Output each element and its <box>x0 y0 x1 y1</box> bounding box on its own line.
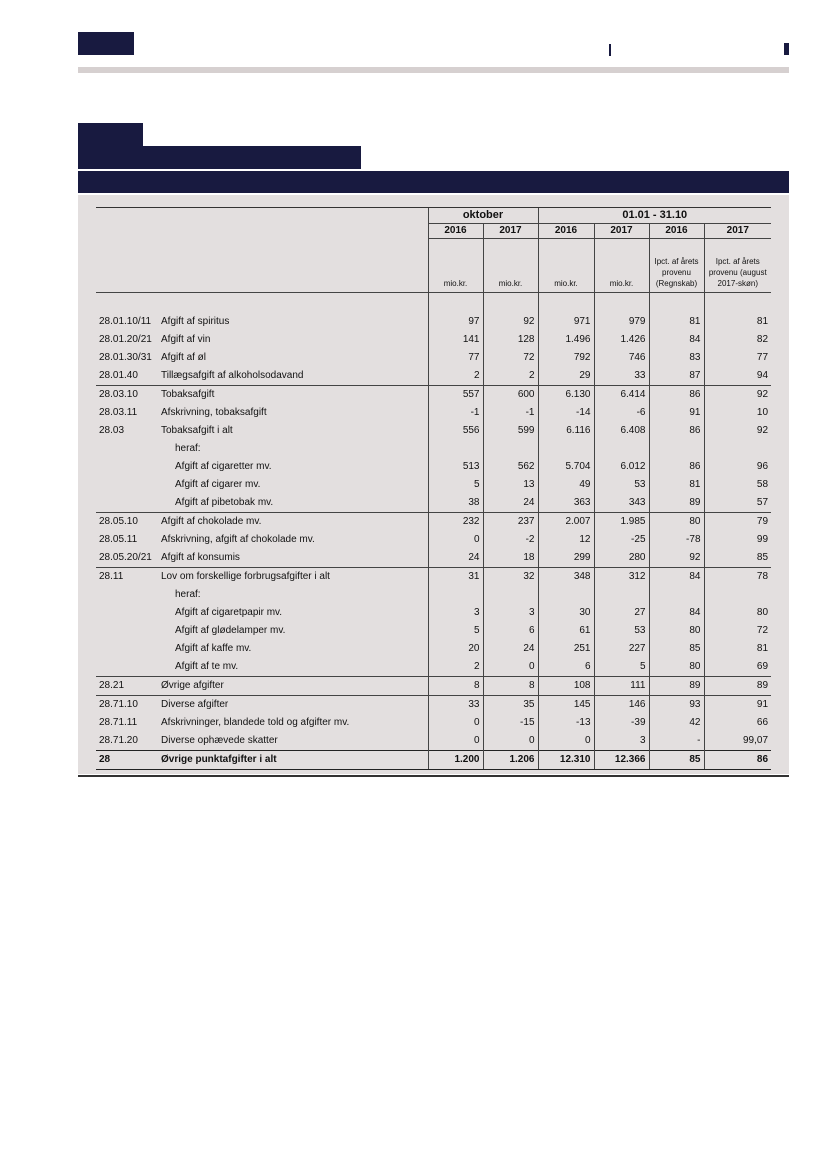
value-cell: 600 <box>483 386 538 405</box>
value-cell: 84 <box>649 568 704 587</box>
value-cell: 6.116 <box>538 422 594 440</box>
value-cell: 77 <box>756 352 769 363</box>
table-row <box>96 568 771 587</box>
header-unit: mio.kr. <box>428 239 483 293</box>
value-cell: 1.985 <box>594 513 649 532</box>
value-cell: 89 <box>649 677 704 696</box>
table-row <box>96 677 771 696</box>
value-cell: 30 <box>538 604 594 622</box>
row-label: Øvrige punktafgifter i alt <box>158 751 428 770</box>
row-label: Afgift af vin <box>161 334 211 345</box>
value-cell: 84 <box>649 604 704 622</box>
account-code: 28.71.10 <box>96 696 158 715</box>
value-cell: 82 <box>756 334 769 345</box>
row-label: Afskrivning, afgift af chokolade mv. <box>161 534 315 545</box>
header-year: 2017 <box>704 224 771 239</box>
table-row <box>96 714 771 732</box>
value-cell: 971 <box>538 313 594 331</box>
value-cell: 562 <box>483 458 538 476</box>
value-cell <box>704 586 771 604</box>
value-cell: 0 <box>538 732 594 751</box>
value-cell: 146 <box>594 696 649 715</box>
table-row <box>96 458 771 476</box>
header-ytd-group: 01.01 - 31.10 <box>538 208 771 224</box>
value-cell: 91 <box>649 404 704 422</box>
table-row <box>96 549 771 568</box>
value-cell: 1.200 <box>428 751 483 770</box>
value-cell: 69 <box>756 661 769 672</box>
account-code <box>96 658 158 677</box>
header-unit: mio.kr. <box>538 239 594 293</box>
header-share-2016: Ipct. af årets provenu (Regnskab) <box>649 239 704 293</box>
value-cell <box>649 440 704 458</box>
value-cell: -15 <box>483 714 538 732</box>
row-label: Afgift af cigaretpapir mv. <box>175 607 283 618</box>
value-cell: 746 <box>594 349 649 367</box>
value-cell: 5 <box>594 658 649 677</box>
value-cell: 251 <box>538 640 594 658</box>
value-cell: 85 <box>756 552 769 563</box>
value-cell: 3 <box>594 732 649 751</box>
row-label: Afgift af glødelamper mv. <box>175 625 286 636</box>
value-cell: 8 <box>483 677 538 696</box>
row-label: Afgift af øl <box>161 352 207 363</box>
value-cell: 237 <box>483 513 538 532</box>
value-cell: 20 <box>428 640 483 658</box>
value-cell: 12.366 <box>594 751 649 770</box>
value-cell: 80 <box>649 513 704 532</box>
value-cell: 6.408 <box>594 422 649 440</box>
value-cell: 1.496 <box>538 331 594 349</box>
table-row <box>96 349 771 367</box>
table-row <box>96 513 771 532</box>
value-cell: 32 <box>483 568 538 587</box>
account-code <box>96 458 158 476</box>
row-label: Lov om forskellige forbrugsafgifter i alt <box>158 568 428 587</box>
value-cell: 49 <box>538 476 594 494</box>
value-cell: 33 <box>594 367 649 386</box>
value-cell: 27 <box>594 604 649 622</box>
value-cell: 87 <box>649 367 704 386</box>
value-cell: 79 <box>704 513 771 532</box>
row-label: Afgift af pibetobak mv. <box>175 497 274 508</box>
table-row <box>96 440 771 458</box>
value-cell: 31 <box>428 568 483 587</box>
value-cell <box>649 586 704 604</box>
value-cell: 1.426 <box>594 331 649 349</box>
value-cell: 89 <box>649 494 704 513</box>
value-cell <box>483 440 538 458</box>
value-cell <box>428 440 483 458</box>
account-code <box>96 604 158 622</box>
row-label: heraf: <box>175 443 201 454</box>
value-cell: -2 <box>483 531 538 549</box>
value-cell: 312 <box>594 568 649 587</box>
row-label: Afgift af cigarer mv. <box>175 479 261 490</box>
account-code: 28.71.11 <box>99 717 138 728</box>
account-code: 28.21 <box>96 677 158 696</box>
table-row <box>96 476 771 494</box>
value-cell: 145 <box>538 696 594 715</box>
value-cell: 2.007 <box>538 513 594 532</box>
value-cell: 86 <box>649 422 704 440</box>
header-marker <box>784 43 789 55</box>
value-cell: 128 <box>483 331 538 349</box>
row-label: Afskrivninger, blandede told og afgifter mv. <box>161 717 350 728</box>
value-cell: 92 <box>649 549 704 568</box>
value-cell: 348 <box>538 568 594 587</box>
table-row <box>96 531 771 549</box>
value-cell <box>704 440 771 458</box>
value-cell: 93 <box>649 696 704 715</box>
value-cell: 0 <box>483 658 538 677</box>
value-cell: 0 <box>428 531 483 549</box>
row-label: Afgift af te mv. <box>175 661 239 672</box>
table-row <box>96 658 771 677</box>
value-cell: 53 <box>594 622 649 640</box>
value-cell: 6.012 <box>594 458 649 476</box>
value-cell: 57 <box>756 497 769 508</box>
row-label: Diverse ophævede skatter <box>161 735 278 746</box>
header-year: 2016 <box>428 224 483 239</box>
header-share-2017: Ipct. af årets provenu (august 2017-skøn) <box>704 239 771 293</box>
value-cell: 96 <box>756 461 769 472</box>
row-label: Tillægsafgift af alkoholsodavand <box>161 370 304 381</box>
value-cell: 232 <box>428 513 483 532</box>
value-cell: 66 <box>756 717 769 728</box>
value-cell: -25 <box>594 531 649 549</box>
value-cell: 280 <box>594 549 649 568</box>
header-year: 2016 <box>649 224 704 239</box>
account-code: 28.01.30/31 <box>99 352 152 363</box>
value-cell: -6 <box>594 404 649 422</box>
value-cell: 85 <box>649 640 704 658</box>
title-block <box>78 146 361 169</box>
value-cell <box>428 586 483 604</box>
value-cell: 86 <box>649 458 704 476</box>
value-cell: 94 <box>756 370 769 381</box>
row-label: Afgift af chokolade mv. <box>158 513 428 532</box>
row-label: Afgift af konsumis <box>161 552 240 563</box>
account-code: 28.05.20/21 <box>99 552 152 563</box>
row-label: Afgift af kaffe mv. <box>175 643 252 654</box>
value-cell: 72 <box>483 349 538 367</box>
account-code: 28.01.40 <box>99 370 138 381</box>
value-cell: 81 <box>756 643 769 654</box>
value-cell: 979 <box>594 313 649 331</box>
value-cell: 6.130 <box>538 386 594 405</box>
value-cell <box>483 586 538 604</box>
value-cell: 0 <box>428 732 483 751</box>
value-cell <box>594 586 649 604</box>
account-code <box>96 586 158 604</box>
value-cell: 86 <box>649 386 704 405</box>
header-month-group: oktober <box>428 208 538 224</box>
value-cell: 85 <box>649 751 704 770</box>
account-code: 28.01.20/21 <box>99 334 152 345</box>
table-row <box>96 586 771 604</box>
value-cell: 12 <box>538 531 594 549</box>
table-row <box>96 640 771 658</box>
value-cell: 557 <box>428 386 483 405</box>
value-cell: 108 <box>538 677 594 696</box>
account-code <box>96 640 158 658</box>
value-cell: 77 <box>428 349 483 367</box>
value-cell: 91 <box>704 696 771 715</box>
value-cell: 227 <box>594 640 649 658</box>
account-code: 28.05.11 <box>99 534 138 545</box>
value-cell: -1 <box>428 404 483 422</box>
row-label: Afgift af cigaretter mv. <box>175 461 272 472</box>
value-cell: 29 <box>538 367 594 386</box>
value-cell: 5 <box>428 622 483 640</box>
value-cell: 81 <box>756 316 769 327</box>
table-row <box>96 331 771 349</box>
header-year: 2017 <box>483 224 538 239</box>
table-row <box>96 386 771 405</box>
value-cell: 6.414 <box>594 386 649 405</box>
account-code: 28.05.10 <box>96 513 158 532</box>
value-cell <box>594 440 649 458</box>
value-cell: 13 <box>483 476 538 494</box>
value-cell <box>538 440 594 458</box>
value-cell: 86 <box>704 751 771 770</box>
account-code: 28.01.10/11 <box>99 316 152 327</box>
header-year: 2016 <box>538 224 594 239</box>
header-unit: mio.kr. <box>483 239 538 293</box>
value-cell: 0 <box>483 732 538 751</box>
value-cell: -1 <box>483 404 538 422</box>
value-cell: 80 <box>649 658 704 677</box>
account-code: 28.11 <box>96 568 158 587</box>
value-cell: 53 <box>594 476 649 494</box>
account-code <box>96 476 158 494</box>
bottom-rule <box>78 775 789 777</box>
total-row <box>96 751 771 770</box>
value-cell: 83 <box>649 349 704 367</box>
header-rule <box>78 67 789 73</box>
value-cell: 58 <box>756 479 769 490</box>
value-cell: 84 <box>649 331 704 349</box>
value-cell: 12.310 <box>538 751 594 770</box>
value-cell: 92 <box>704 386 771 405</box>
value-cell: 92 <box>483 313 538 331</box>
table-row <box>96 367 771 386</box>
table-row <box>96 404 771 422</box>
table-row <box>96 494 771 513</box>
account-code: 28.03.11 <box>99 407 138 418</box>
value-cell: 6 <box>538 658 594 677</box>
row-label: Tobaksafgift <box>158 386 428 405</box>
value-cell: 18 <box>483 549 538 568</box>
account-code: 28 <box>96 751 158 770</box>
account-code <box>96 622 158 640</box>
header-marker <box>609 44 611 56</box>
value-cell: - <box>649 732 704 751</box>
value-cell: 99,07 <box>743 735 769 746</box>
value-cell: 97 <box>428 313 483 331</box>
account-code: 28.03 <box>99 425 125 436</box>
account-code: 28.71.20 <box>99 735 138 746</box>
value-cell: 5 <box>428 476 483 494</box>
value-cell: 10 <box>756 407 769 418</box>
row-label: Diverse afgifter <box>158 696 428 715</box>
row-label: heraf: <box>175 589 201 600</box>
value-cell: -14 <box>538 404 594 422</box>
value-cell: 38 <box>428 494 483 513</box>
table-row <box>96 422 771 440</box>
table-row <box>96 313 771 331</box>
value-cell: 8 <box>428 677 483 696</box>
value-cell: 3 <box>483 604 538 622</box>
value-cell: 35 <box>483 696 538 715</box>
row-label: Afskrivning, tobaksafgift <box>161 407 267 418</box>
value-cell: 363 <box>538 494 594 513</box>
account-code <box>96 440 158 458</box>
value-cell: 72 <box>756 625 769 636</box>
account-code: 28.03.10 <box>96 386 158 405</box>
row-label: Tobaksafgift i alt <box>161 425 233 436</box>
value-cell: 24 <box>483 640 538 658</box>
value-cell: 78 <box>704 568 771 587</box>
value-cell: 81 <box>649 313 704 331</box>
value-cell: 792 <box>538 349 594 367</box>
value-cell: 343 <box>594 494 649 513</box>
value-cell: 141 <box>428 331 483 349</box>
value-cell: -13 <box>538 714 594 732</box>
value-cell: 92 <box>756 425 769 436</box>
value-cell: 61 <box>538 622 594 640</box>
value-cell: 81 <box>649 476 704 494</box>
header-logo-block <box>78 32 134 55</box>
value-cell: 80 <box>649 622 704 640</box>
value-cell: -78 <box>649 531 704 549</box>
value-cell: 99 <box>756 534 769 545</box>
table-row <box>96 604 771 622</box>
value-cell: 42 <box>649 714 704 732</box>
value-cell: 80 <box>756 607 769 618</box>
account-code <box>96 494 158 513</box>
value-cell: 24 <box>428 549 483 568</box>
excise-table <box>96 207 771 770</box>
value-cell <box>538 586 594 604</box>
value-cell: 556 <box>428 422 483 440</box>
value-cell: 599 <box>483 422 538 440</box>
value-cell: 111 <box>594 677 649 696</box>
value-cell: 2 <box>428 367 483 386</box>
header-unit: mio.kr. <box>594 239 649 293</box>
table-row <box>96 696 771 715</box>
title-block <box>78 123 143 148</box>
row-label: Afgift af spiritus <box>161 316 230 327</box>
table-row <box>96 732 771 751</box>
value-cell: 33 <box>428 696 483 715</box>
value-cell: 0 <box>428 714 483 732</box>
value-cell: 24 <box>483 494 538 513</box>
title-bar <box>78 171 789 193</box>
value-cell: 5.704 <box>538 458 594 476</box>
value-cell: 89 <box>704 677 771 696</box>
value-cell: 1.206 <box>483 751 538 770</box>
row-label: Øvrige afgifter <box>158 677 428 696</box>
value-cell: 2 <box>428 658 483 677</box>
value-cell: 513 <box>428 458 483 476</box>
value-cell: 2 <box>483 367 538 386</box>
table-row <box>96 622 771 640</box>
value-cell: 6 <box>483 622 538 640</box>
header-year: 2017 <box>594 224 649 239</box>
value-cell: -39 <box>594 714 649 732</box>
value-cell: 3 <box>428 604 483 622</box>
value-cell: 299 <box>538 549 594 568</box>
